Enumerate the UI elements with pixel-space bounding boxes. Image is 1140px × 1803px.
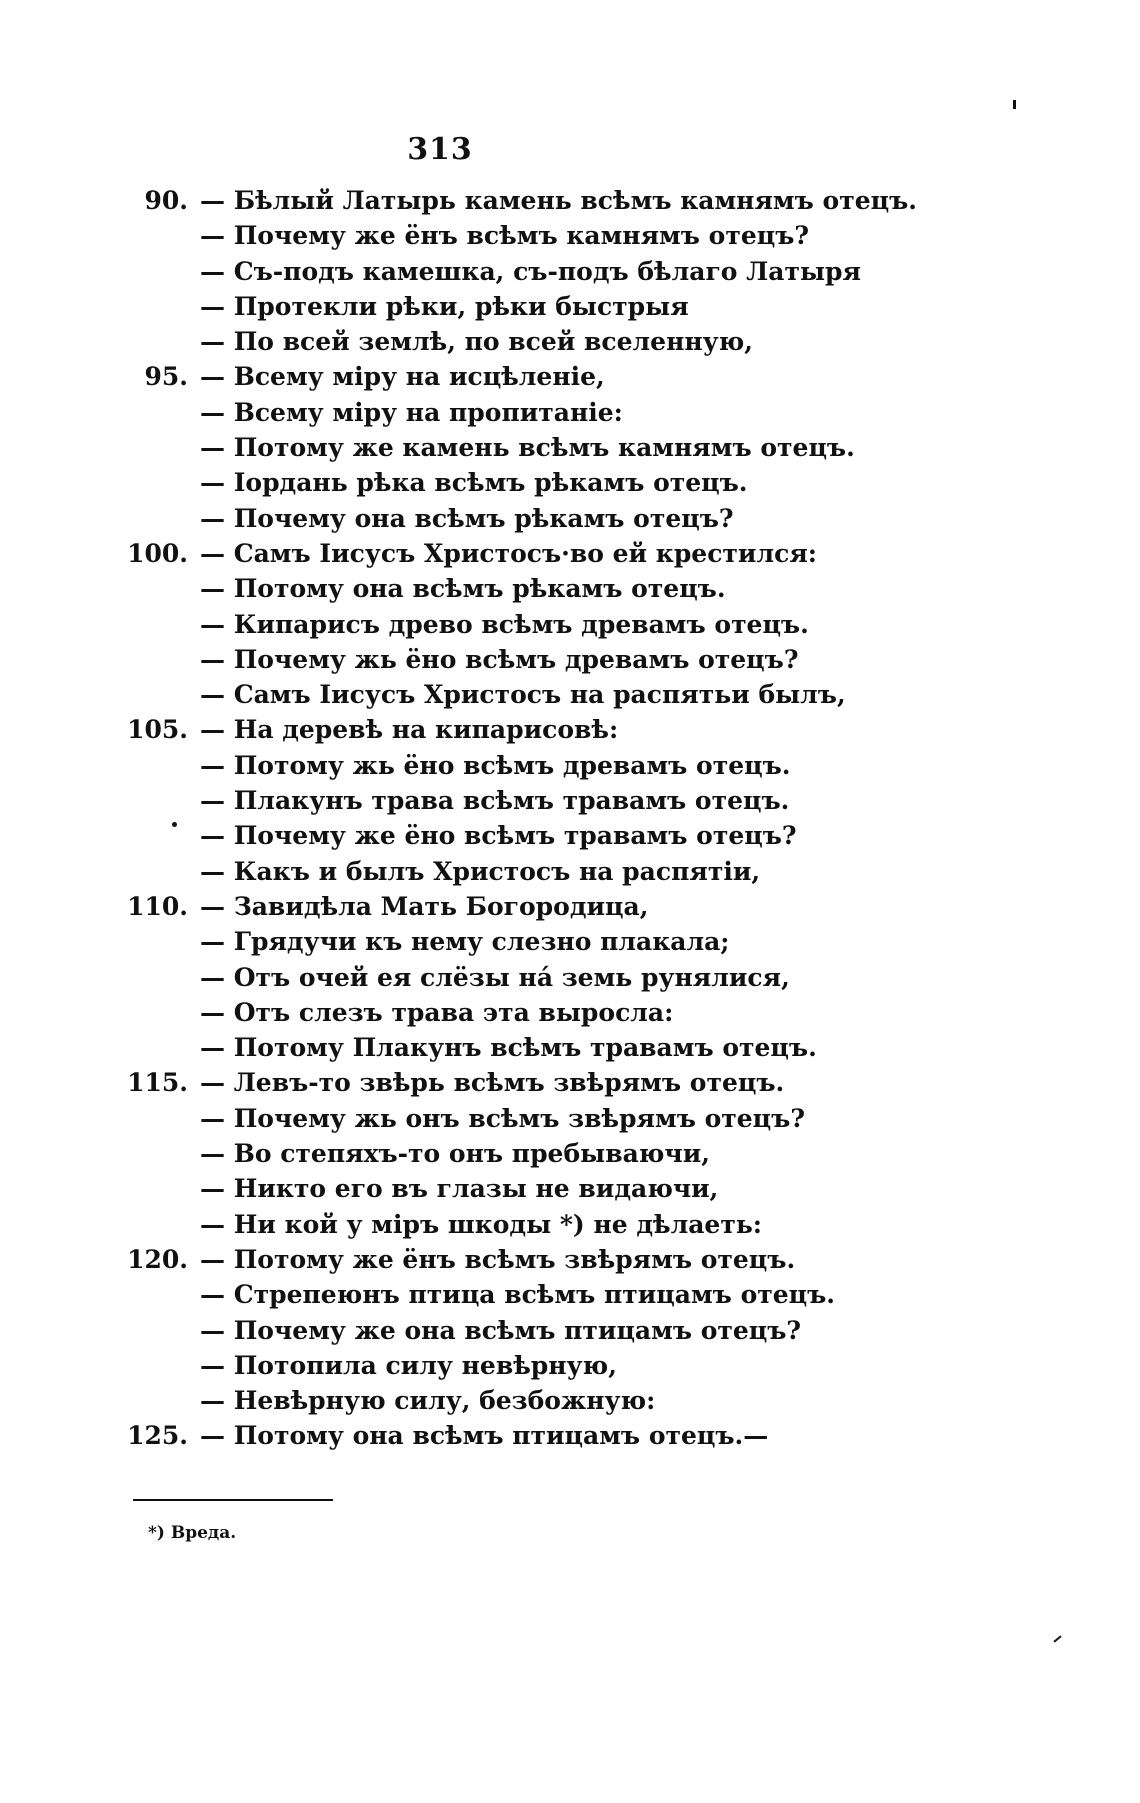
poem-line	[0, 1242, 1140, 1277]
line-number: 95.	[144, 362, 188, 392]
line-number: 90.	[144, 186, 188, 215]
poem-line	[0, 289, 1140, 324]
poem-line	[0, 218, 1140, 253]
line-text: — Съ-подъ камешка, съ-подъ бѣлаго Латыря	[200, 256, 861, 286]
line-text: — Почему же она всѣмъ птицамъ отецъ?	[200, 1315, 802, 1345]
poem-line	[0, 1418, 1140, 1453]
line-text: — Потопила силу невѣрную,	[200, 1350, 617, 1380]
poem-line	[0, 1030, 1140, 1065]
line-text: — Самъ Іисусъ Христосъ·во ей крестился:	[200, 538, 818, 568]
poem-line	[0, 254, 1140, 289]
line-text: — Потому Плакунъ всѣмъ травамъ отецъ.	[200, 1033, 817, 1063]
poem-line	[0, 1136, 1140, 1171]
poem-line	[0, 748, 1140, 783]
line-text: — Іордань рѣка всѣмъ рѣкамъ отецъ.	[200, 468, 748, 498]
poem-line	[0, 359, 1140, 394]
poem-line	[0, 924, 1140, 959]
line-text: — Никто его въ глазы не видаючи,	[200, 1174, 719, 1204]
poem-line	[0, 607, 1140, 642]
poem-line	[0, 536, 1140, 571]
line-number: 120.	[127, 1244, 188, 1274]
line-text: — Грядучи къ нему слезно плакала;	[200, 927, 730, 957]
line-text: — Левъ-то звѣрь всѣмъ звѣрямъ отецъ.	[200, 1068, 785, 1098]
page-number: 313	[407, 132, 473, 167]
line-text: — Почему она всѣмъ рѣкамъ отецъ?	[200, 503, 734, 533]
line-text: — Ни кой у міръ шкоды *) не дѣлаеть:	[200, 1209, 763, 1239]
line-text: — Невѣрную силу, безбожную:	[200, 1386, 656, 1416]
line-text: — Отъ очей ея слёзы на́ земь рунялися,	[200, 962, 790, 992]
line-text: — Кипарисъ древо всѣмъ древамъ отецъ.	[200, 609, 809, 639]
poem-line	[0, 642, 1140, 677]
line-text: — На деревѣ на кипарисовѣ:	[200, 715, 619, 745]
line-text: — Всему міру на пропитаніе:	[200, 397, 623, 427]
poem-line	[0, 1383, 1140, 1418]
line-text: — Во степяхъ-то онъ пребываючи,	[200, 1139, 710, 1169]
line-text: — Потому жь ёно всѣмъ древамъ отецъ.	[200, 750, 791, 780]
line-text: — Бѣлый Латырь камень всѣмъ камнямъ отецъ.	[200, 186, 917, 215]
poem-line	[0, 1313, 1140, 1348]
poem-line	[0, 889, 1140, 924]
poem-line	[0, 995, 1140, 1030]
scan-speck	[1053, 1635, 1061, 1642]
poem-line	[0, 854, 1140, 889]
line-text: — Потому она всѣмъ птицамъ отецъ.—	[200, 1421, 769, 1451]
line-text: — Потому она всѣмъ рѣкамъ отецъ.	[200, 574, 726, 604]
poem-line	[0, 818, 1140, 853]
poem-line	[0, 395, 1140, 430]
poem-line	[0, 1171, 1140, 1206]
line-text: — Потому же камень всѣмъ камнямъ отецъ.	[200, 433, 855, 463]
line-text: — Протекли рѣки, рѣки быстрыя	[200, 291, 689, 321]
line-text: — Почему же ёнъ всѣмъ камнямъ отецъ?	[200, 221, 810, 251]
line-number: 105.	[127, 715, 188, 745]
poem-line	[0, 430, 1140, 465]
line-text: — Всему міру на исцѣленіе,	[200, 362, 605, 392]
poem-line	[0, 571, 1140, 606]
poem-line	[0, 1101, 1140, 1136]
line-text: — Почему жь ёно всѣмъ древамъ отецъ?	[200, 644, 799, 674]
line-text: — Какъ и былъ Христосъ на распятіи,	[200, 856, 761, 886]
poem-line	[0, 960, 1140, 995]
poem-line	[0, 183, 1140, 218]
line-text: — Почему же ёно всѣмъ травамъ отецъ?	[200, 821, 797, 851]
line-number: 115.	[127, 1068, 188, 1098]
line-number: 110.	[127, 891, 188, 921]
line-text: — Отъ слезъ трава эта выросла:	[200, 997, 674, 1027]
line-text: — Завидѣла Мать Богородица,	[200, 891, 649, 921]
poem-line	[0, 501, 1140, 536]
poem-line	[0, 783, 1140, 818]
line-number: 125.	[127, 1421, 188, 1451]
line-text: — По всей землѣ, по всей вселенную,	[200, 327, 754, 357]
line-text: — Почему жь онъ всѣмъ звѣрямъ отецъ?	[200, 1103, 805, 1133]
poem-line	[0, 712, 1140, 747]
poem-text	[0, 183, 1140, 1454]
line-text: — Потому же ёнъ всѣмъ звѣрямъ отецъ.	[200, 1244, 796, 1274]
poem-line	[0, 1065, 1140, 1100]
line-text: — Стрепеюнъ птица всѣмъ птицамъ отецъ.	[200, 1280, 835, 1310]
scan-speck	[172, 822, 177, 827]
poem-line	[0, 465, 1140, 500]
scan-speck	[1013, 100, 1016, 109]
poem-line	[0, 324, 1140, 359]
line-text: — Плакунъ трава всѣмъ травамъ отецъ.	[200, 786, 790, 816]
line-number: 100.	[127, 538, 188, 568]
poem-line	[0, 1277, 1140, 1312]
poem-line	[0, 1348, 1140, 1383]
poem-line	[0, 1207, 1140, 1242]
poem-line	[0, 677, 1140, 712]
line-text: — Самъ Іисусъ Христосъ на распятьи былъ,	[200, 680, 846, 710]
footnote-divider	[133, 1499, 333, 1501]
footnote: *) Вреда.	[148, 1523, 237, 1543]
